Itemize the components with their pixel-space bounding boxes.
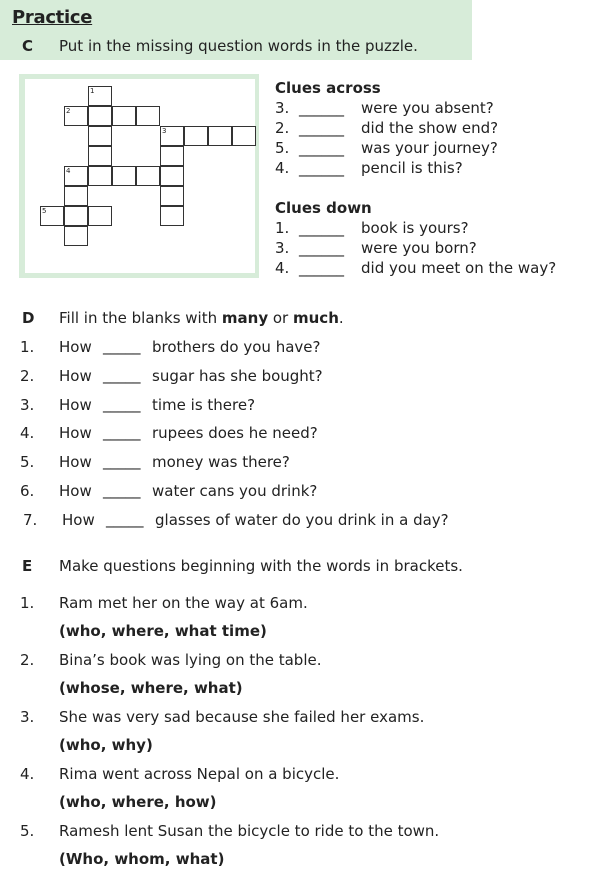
question-number: 2. (20, 366, 35, 385)
question-blank: _____ (103, 394, 141, 413)
question-text: rupees does he need? (152, 424, 318, 443)
question-number: 1. (20, 594, 35, 612)
crossword-cell (88, 126, 112, 146)
question-text: money was there? (152, 453, 290, 472)
down-clue (275, 259, 556, 277)
across-clue (275, 99, 494, 117)
clues-down-heading: Clues down (275, 199, 372, 217)
question-number: 3. (20, 708, 35, 726)
bracket-words: (whose, where, what) (59, 679, 243, 697)
section-d-instruction: Fill in the blanks with many or much. (59, 309, 344, 327)
clue-number: 2. (275, 119, 290, 137)
bracket-word: where (130, 679, 184, 697)
crossword-cell (64, 226, 88, 246)
bracket-word: why (111, 736, 146, 754)
question-how: How (59, 424, 92, 443)
clue-blank: ______ (299, 239, 344, 257)
bracket-word: what (193, 679, 236, 697)
question-how: How (59, 482, 92, 500)
clue-blank: ______ (299, 219, 344, 237)
question-blank: _____ (106, 509, 144, 528)
crossword-number: 1 (90, 87, 95, 95)
question-number: 4. (20, 765, 35, 783)
crossword-cell (136, 106, 160, 126)
question-how: How (59, 338, 92, 356)
question-number: 6. (20, 482, 35, 500)
bracket-words: (Who, whom, what) (59, 850, 225, 868)
clue-number: 3. (275, 99, 290, 117)
clues-across-heading: Clues across (275, 79, 381, 97)
clue-text: pencil is this? (361, 159, 463, 177)
question-number: 5. (20, 822, 35, 840)
bracket-word: what time (174, 622, 260, 640)
crossword-number: 3 (162, 127, 167, 135)
crossword-number: 4 (66, 167, 71, 175)
question-sentence: Bina’s book was lying on the table. (59, 651, 322, 669)
question-sentence: She was very sad because she failed her exams. (59, 708, 425, 726)
bracket-word: where (111, 622, 164, 640)
clue-blank: ______ (299, 119, 344, 137)
question-how: How (59, 366, 92, 385)
crossword-cell (160, 186, 184, 206)
question-number: 2. (20, 651, 35, 669)
section-c-instruction: Put in the missing question words in the puzzle. (59, 37, 418, 55)
bracket-word: whose (65, 679, 120, 697)
bracket-word: who (65, 622, 101, 640)
question-blank: _____ (103, 337, 141, 355)
crossword-cell (232, 126, 256, 146)
question-blank: _____ (103, 365, 141, 384)
clue-number: 4. (275, 159, 290, 177)
bracket-word: whom (114, 850, 165, 868)
bracket-word: who (65, 793, 101, 811)
bracket-words: (who, why) (59, 736, 153, 754)
clue-number: 4. (275, 259, 290, 277)
clue-blank: ______ (299, 99, 344, 117)
crossword-cell (208, 126, 232, 146)
question-how: How (59, 453, 92, 472)
question-number: 3. (20, 395, 35, 414)
question-text: time is there? (152, 395, 256, 414)
bracket-word: where (111, 793, 164, 811)
bracket-words: (who, where, how) (59, 793, 217, 811)
bracket-word: Who (65, 850, 104, 868)
question-sentence: Ram met her on the way at 6am. (59, 594, 308, 612)
question-number: 5. (20, 453, 35, 472)
question-sentence: Rima went across Nepal on a bicycle. (59, 765, 340, 783)
crossword-cell (112, 166, 136, 186)
crossword-cell (88, 206, 112, 226)
across-clue (275, 139, 498, 157)
question-how: How (59, 395, 92, 414)
crossword-cell (136, 166, 160, 186)
clue-text: was your journey? (361, 139, 498, 157)
question-number: 1. (20, 338, 35, 356)
bracket-word: who (65, 736, 101, 754)
clue-number: 3. (275, 239, 290, 257)
question-text: water cans you drink? (152, 482, 318, 500)
section-c-letter: C (22, 37, 34, 55)
clue-number: 5. (275, 139, 290, 157)
question-number: 4. (20, 424, 35, 443)
question-blank: _____ (103, 452, 141, 471)
crossword-cell (160, 206, 184, 226)
clue-text: did you meet on the way? (361, 259, 557, 277)
bracket-word: how (174, 793, 210, 811)
clue-text: book is yours? (361, 219, 469, 237)
question-text: brothers do you have? (152, 338, 321, 356)
question-text: glasses of water do you drink in a day? (155, 510, 449, 529)
down-clue (275, 239, 477, 257)
across-clue (275, 119, 498, 137)
crossword-cell (160, 166, 184, 186)
clue-text: did the show end? (361, 119, 499, 137)
crossword-cell (64, 206, 88, 226)
bracket-word: what (175, 850, 218, 868)
clue-blank: ______ (299, 259, 344, 277)
crossword-cell (184, 126, 208, 146)
question-sentence: Ramesh lent Susan the bicycle to ride to the town. (59, 822, 440, 840)
clue-blank: ______ (299, 139, 344, 157)
clue-text: were you born? (361, 239, 477, 257)
section-e-letter: E (22, 557, 33, 575)
crossword-cell (64, 186, 88, 206)
crossword-cell (112, 106, 136, 126)
question-how: How (62, 510, 95, 529)
crossword-number: 5 (42, 207, 47, 215)
crossword-number: 2 (66, 107, 71, 115)
section-d-letter: D (22, 309, 35, 327)
clue-text: were you absent? (361, 99, 494, 117)
page-title: Practice (12, 7, 93, 28)
clue-number: 1. (275, 219, 290, 237)
question-text: sugar has she bought? (152, 366, 323, 385)
question-blank: _____ (103, 423, 141, 442)
crossword-cell (88, 106, 112, 126)
clue-blank: ______ (299, 159, 344, 177)
down-clue (275, 219, 469, 237)
section-e-instruction: Make questions beginning with the words in brackets. (59, 557, 463, 575)
crossword-cell (88, 146, 112, 166)
crossword-cell (88, 166, 112, 186)
crossword-cell (160, 146, 184, 166)
question-number: 7. (23, 510, 38, 529)
across-clue (275, 159, 463, 177)
question-blank: _____ (103, 481, 141, 499)
bracket-words: (who, where, what time) (59, 622, 267, 640)
